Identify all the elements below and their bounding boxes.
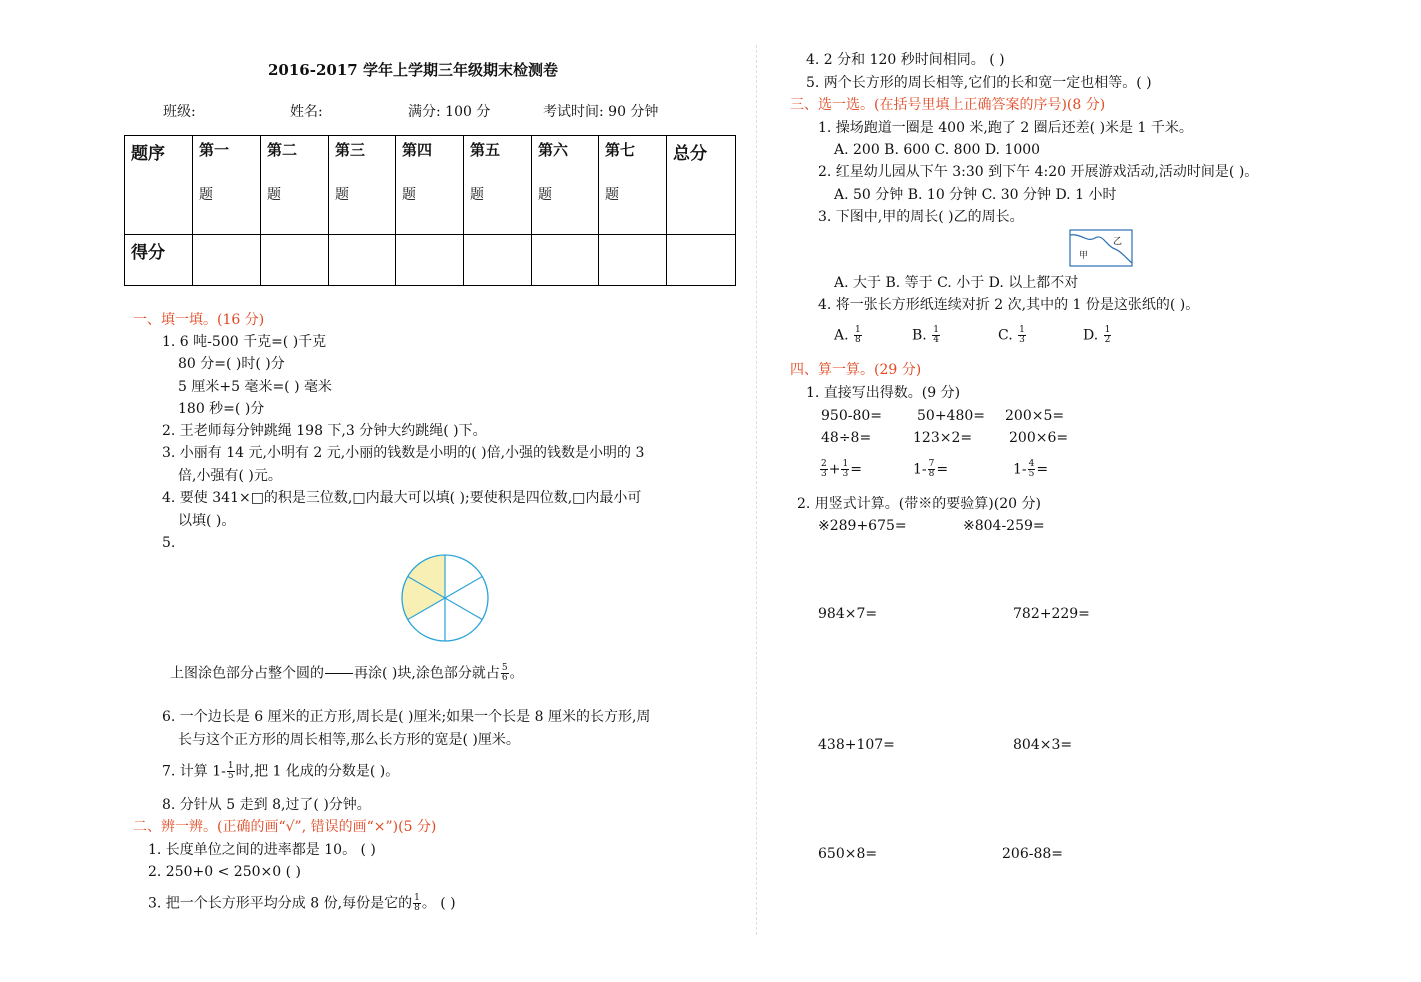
vertical-calc: 206-88= — [1002, 846, 1063, 862]
s2-q3 — [148, 894, 456, 913]
q5-text-b: 再涂( )块,涂色部分就占 — [354, 665, 500, 682]
frac-denominator: 3 — [821, 469, 827, 479]
s1-q3b: 倍,小强有( )元。 — [178, 468, 282, 484]
s3-q4-option-b — [912, 326, 941, 345]
fraction — [820, 460, 828, 479]
vertical-calc: 782+229= — [1013, 606, 1090, 622]
q5-end: 。 — [509, 665, 524, 682]
calc-item: 200×6= — [1009, 430, 1069, 446]
frac-numerator: 1 — [1019, 325, 1025, 335]
col-header-bottom: 题 — [335, 187, 349, 203]
s2-q4: 4. 2 分和 120 秒时间相同。 ( ) — [806, 52, 1005, 68]
calc-item: 950-80= — [821, 408, 882, 424]
s1-q5-text — [170, 664, 524, 683]
col-header-bottom: 题 — [470, 187, 484, 203]
col-header-bottom: 题 — [199, 187, 213, 203]
s1-q5: 5. — [162, 535, 176, 551]
total-header: 总分 — [673, 144, 707, 164]
calc-item: 123×2= — [913, 430, 973, 446]
score-cell[interactable] — [261, 235, 329, 286]
section2-title: 二、辨一辨。(正确的画“√”, 错误的画“×”)(5 分) — [133, 819, 437, 835]
col-header-4 — [396, 136, 464, 235]
perimeter-figure — [1069, 229, 1133, 267]
equals: = — [936, 461, 949, 478]
frac-denominator: 2 — [1104, 335, 1111, 345]
s3-q4-option-d — [1083, 326, 1112, 345]
page-title: 2016-2017 学年上学期三年级期末检测卷 — [268, 61, 558, 79]
col-header-7 — [599, 136, 667, 235]
score-cell[interactable] — [667, 235, 736, 286]
q7-fraction — [227, 762, 235, 781]
class-label: 班级: — [163, 104, 196, 120]
calc-item-frac-c — [1013, 460, 1048, 479]
s3-q4: 4. 将一张长方形纸连续对折 2 次,其中的 1 份是这张纸的( )。 — [818, 297, 1200, 313]
s1-q2: 2. 王老师每分钟跳绳 198 下,3 分钟大约跳绳( )下。 — [162, 423, 487, 439]
fraction — [841, 460, 849, 479]
label-yi: 乙 — [1113, 237, 1123, 247]
fraction — [928, 460, 936, 479]
row-header: 题序 — [131, 144, 165, 164]
col-header-top: 第五 — [470, 141, 501, 159]
col-header-bottom: 题 — [267, 187, 281, 203]
q5-text-a: 上图涂色部分占整个圆的 — [170, 665, 324, 682]
option-label: A. — [834, 327, 849, 344]
s3-q2: 2. 红星幼儿园从下午 3:30 到下午 4:20 开展游戏活动,活动时间是( )。 — [818, 164, 1259, 180]
q7-text-a: 7. 计算 1- — [162, 763, 226, 780]
section3-title: 三、选一选。(在括号里填上正确答案的序号)(8 分) — [790, 97, 1106, 113]
score-cell[interactable] — [193, 235, 261, 286]
score-cell[interactable] — [532, 235, 599, 286]
s1-q7 — [162, 762, 399, 781]
score-label-cell — [125, 235, 193, 286]
s1-q1a: 1. 6 吨-500 千克=( )千克 — [162, 334, 327, 350]
equals: = — [1036, 461, 1049, 478]
s4-sub1: 1. 直接写出得数。(9 分) — [806, 385, 961, 401]
score-cell[interactable] — [464, 235, 532, 286]
sector-line — [445, 598, 482, 620]
col-header-bottom: 题 — [538, 187, 552, 203]
s1-q8: 8. 分针从 5 走到 8,过了( )分钟。 — [162, 797, 371, 813]
col-header-top: 第三 — [335, 141, 366, 159]
option-fraction — [854, 326, 862, 345]
column-divider — [756, 45, 757, 935]
s1-q1b: 80 分=( )时( )分 — [178, 356, 285, 372]
frac-numerator: 1 — [855, 325, 861, 335]
vertical-calc: 804×3= — [1013, 737, 1073, 753]
q5-fraction — [501, 664, 509, 683]
s1-q3a: 3. 小丽有 14 元,小明有 2 元,小丽的钱数是小明的( )倍,小强的钱数是小明的 3 — [162, 445, 645, 461]
col-header-6 — [532, 136, 599, 235]
frac-numerator: 4 — [1028, 459, 1035, 469]
equals: = — [850, 461, 862, 478]
operator: + — [828, 461, 841, 478]
s4-sub2: 2. 用竖式计算。(带※的要验算)(20 分) — [797, 496, 1041, 512]
calc-item: 48÷8= — [821, 430, 872, 446]
blank-fraction[interactable] — [325, 664, 353, 683]
frac-denominator: 4 — [933, 335, 939, 345]
s2-q2: 2. 250+0 < 250×0 ( ) — [148, 864, 301, 880]
vertical-calc: ※289+675= — [818, 518, 907, 534]
frac-denominator: 8 — [855, 335, 861, 345]
s3-q2-options: A. 50 分钟 B. 10 分钟 C. 30 分钟 D. 1 小时 — [834, 187, 1117, 203]
s3-q1-options: A. 200 B. 600 C. 800 D. 1000 — [834, 142, 1041, 158]
frac-numerator: 2 — [821, 459, 827, 469]
frac-numerator: 1 — [227, 761, 234, 771]
vertical-calc: 438+107= — [818, 737, 895, 753]
score-cell[interactable] — [599, 235, 667, 286]
s3-q3-options: A. 大于 B. 等于 C. 小于 D. 以上都不对 — [834, 275, 1079, 291]
option-fraction — [932, 326, 940, 345]
s1-q4b: 以填( )。 — [178, 513, 236, 529]
s1-q6a: 6. 一个边长是 6 厘米的正方形,周长是( )厘米;如果一个长是 8 厘米的长方形,周 — [162, 709, 651, 725]
sector-line — [445, 577, 482, 599]
frac-denominator: 6 — [501, 673, 508, 683]
frac-numerator: 1 — [1104, 325, 1111, 335]
col-header-top: 第二 — [267, 141, 298, 159]
full-score: 满分: 100 分 — [408, 104, 491, 120]
vertical-calc: 650×8= — [818, 846, 878, 862]
score-table — [124, 135, 736, 286]
col-header-top: 第四 — [402, 141, 433, 159]
fraction — [1028, 460, 1036, 479]
s2-q5: 5. 两个长方形的周长相等,它们的长和宽一定也相等。( ) — [806, 75, 1152, 91]
label-jia: 甲 — [1079, 251, 1089, 261]
exam-time: 考试时间: 90 分钟 — [543, 104, 659, 120]
frac-denominator: 5 — [227, 771, 234, 781]
option-fraction — [1018, 326, 1026, 345]
frac-denominator: 5 — [1028, 469, 1035, 479]
option-label: B. — [912, 327, 927, 344]
s1-q1c: 5 厘米+5 毫米=( ) 毫米 — [178, 379, 332, 395]
calc-item: 50+480= — [917, 408, 985, 424]
name-label: 姓名: — [290, 104, 323, 120]
col-header-3 — [329, 136, 396, 235]
s2-q3-text-a: 3. 把一个长方形平均分成 8 份,每份是它的 — [148, 895, 413, 912]
score-label: 得分 — [131, 243, 165, 263]
col-header-top: 第七 — [605, 141, 636, 159]
col-header-1 — [193, 136, 261, 235]
col-header-top: 第六 — [538, 141, 569, 159]
frac-denominator: 8 — [928, 469, 935, 479]
s3-q1: 1. 操场跑道一圈是 400 米,跑了 2 圈后还差( )米是 1 千米。 — [818, 120, 1193, 136]
col-header-bottom: 题 — [402, 187, 416, 203]
score-cell[interactable] — [396, 235, 464, 286]
vertical-calc: ※804-259= — [963, 518, 1045, 534]
score-cell[interactable] — [329, 235, 396, 286]
section1-title: 一、填一填。(16 分) — [133, 312, 265, 328]
frac-denominator: 3 — [1019, 335, 1025, 345]
s3-q4-option-a — [834, 326, 863, 345]
frac-numerator: 7 — [928, 459, 935, 469]
col-header-top: 第一 — [199, 141, 230, 159]
frac-denominator: 8 — [414, 903, 420, 913]
s2-q1: 1. 长度单位之间的进率都是 10。 ( ) — [148, 842, 376, 858]
vertical-calc: 984×7= — [818, 606, 878, 622]
col-header-bottom: 题 — [605, 187, 619, 203]
frac-numerator: 1 — [842, 459, 849, 469]
calc-item-frac-b — [913, 460, 948, 479]
s3-q4-option-c — [998, 326, 1027, 345]
row-header-cell — [125, 136, 193, 235]
s1-q1d: 180 秒=( )分 — [178, 401, 265, 417]
section4-title: 四、算一算。(29 分) — [790, 362, 922, 378]
s1-q6b: 长与这个正方形的周长相等,那么长方形的宽是( )厘米。 — [178, 732, 520, 748]
prefix: 1- — [1013, 461, 1027, 478]
option-fraction — [1104, 326, 1112, 345]
frac-numerator: 1 — [414, 893, 420, 903]
frac-numerator: 5 — [501, 663, 508, 673]
q7-text-b: 时,把 1 化成的分数是( )。 — [235, 763, 400, 780]
frac-numerator: 1 — [933, 325, 939, 335]
calc-item-frac-a — [819, 460, 862, 479]
prefix: 1- — [913, 461, 927, 478]
option-label: D. — [1083, 327, 1099, 344]
total-header-cell — [667, 136, 736, 235]
s2-q3-text-b: 。 ( ) — [421, 895, 456, 912]
col-header-5 — [464, 136, 532, 235]
option-label: C. — [998, 327, 1013, 344]
circle-figure — [400, 553, 490, 643]
s1-q4a: 4. 要使 341×□的积是三位数,□内最大可以填( );要使积是四位数,□内最小可 — [162, 490, 642, 506]
s2-q3-fraction — [413, 894, 421, 913]
frac-denominator: 3 — [842, 469, 849, 479]
calc-item: 200×5= — [1005, 408, 1065, 424]
col-header-2 — [261, 136, 329, 235]
s3-q3: 3. 下图中,甲的周长( )乙的周长。 — [818, 209, 1024, 225]
